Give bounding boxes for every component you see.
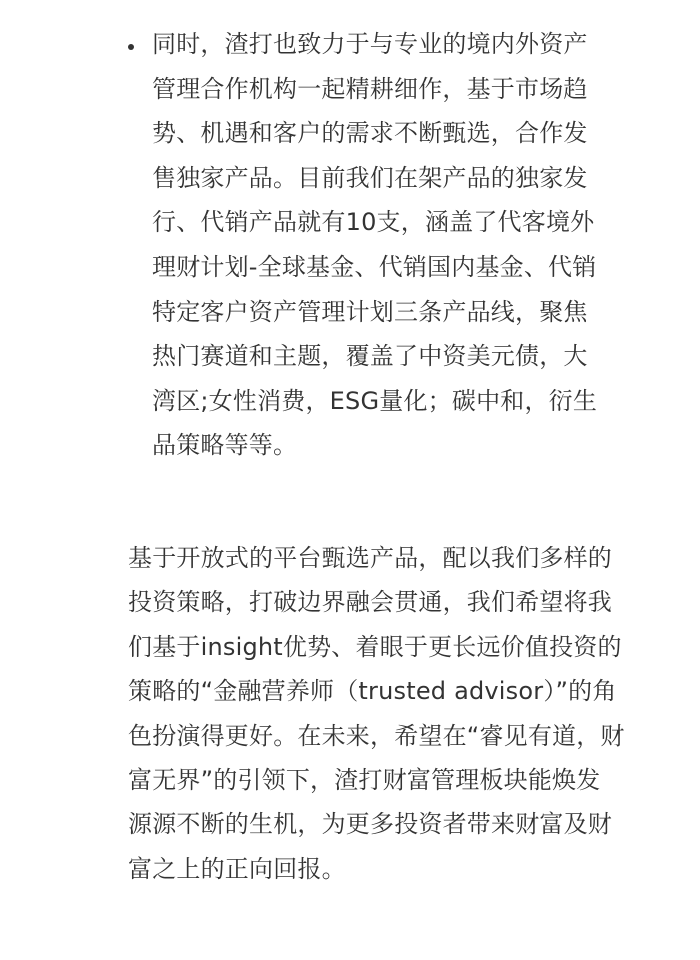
text-line: 源源不断的生机，为更多投资者带来财富及财 bbox=[128, 810, 612, 839]
text-line: 策略的“金融营养师（trusted advisor）”的角 bbox=[128, 677, 617, 706]
text-line: 们基于insight优势、着眼于更长远价值投资的 bbox=[128, 632, 622, 661]
text-line: 富之上的正向回报。 bbox=[128, 854, 346, 883]
text-line: 理财计划-全球基金、代销国内基金、代销 bbox=[152, 252, 597, 281]
text-line: 基于开放式的平台甄选产品，配以我们多样的 bbox=[128, 544, 612, 572]
text-line: 湾区;女性消费，ESG量化；碳中和，衍生 bbox=[152, 386, 598, 415]
text-line: 售独家产品。目前我们在架产品的独家发 bbox=[152, 163, 588, 192]
bullet-text bbox=[152, 22, 636, 468]
bullet-dot-icon bbox=[128, 44, 134, 50]
text-line: 投资策略，打破边界融会贯通，我们希望将我 bbox=[128, 588, 612, 617]
text-line: 同时，渣打也致力于与专业的境内外资产 bbox=[152, 30, 588, 58]
text-line: 管理合作机构一起精耕细作，基于市场趋 bbox=[152, 74, 588, 103]
text-line: 行、代销产品就有10支，涵盖了代客境外 bbox=[152, 208, 595, 237]
text-line: 富无界”的引领下，渣打财富管理板块能焕发 bbox=[128, 766, 601, 795]
text-line: 势、机遇和客户的需求不断甄选，合作发 bbox=[152, 119, 588, 148]
text-line: 热门赛道和主题，覆盖了中资美元债，大 bbox=[152, 342, 588, 371]
text-line: 色扮演得更好。在未来，希望在“睿见有道，财 bbox=[128, 721, 625, 750]
text-line: 品策略等等。 bbox=[152, 431, 298, 460]
body-paragraph bbox=[128, 536, 638, 891]
text-line: 特定客户资产管理计划三条产品线，聚焦 bbox=[152, 297, 588, 326]
